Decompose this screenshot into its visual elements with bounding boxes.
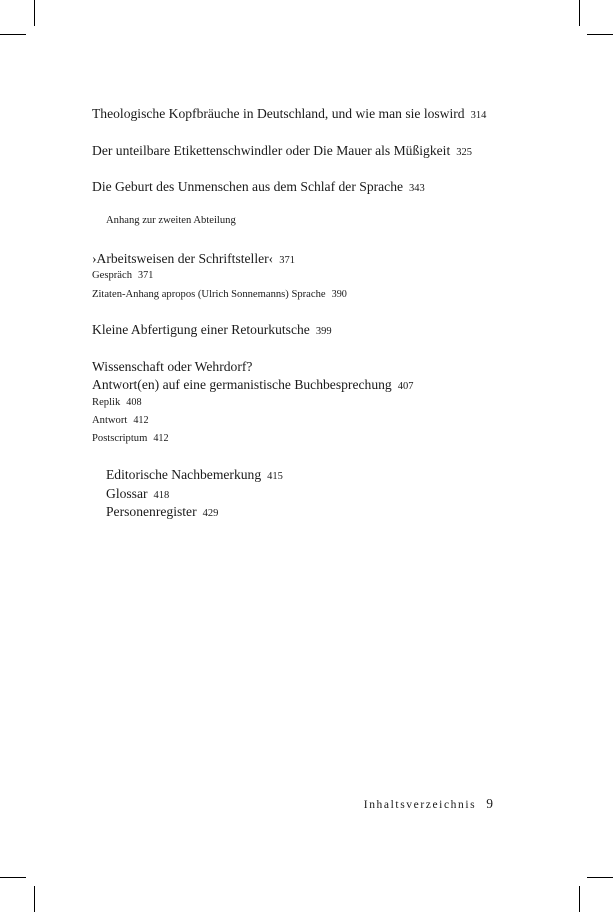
toc-entry-title: Die Geburt des Unmenschen aus dem Schlaf der Sprache: [92, 179, 404, 194]
toc-entry: [92, 377, 413, 393]
toc-entry-title: Glossar: [106, 486, 148, 501]
toc-entry-title: Der unteilbare Etikettenschwindler oder Die Mauer als Müßigkeit: [92, 143, 451, 158]
toc-subentry: [92, 289, 347, 300]
toc-section-heading: [106, 215, 236, 226]
toc-entry-page: 343: [409, 183, 425, 194]
toc-entry-title: Gespräch: [92, 270, 133, 281]
page-number: 9: [486, 796, 493, 811]
toc-entry-page: 429: [202, 508, 219, 519]
crop-mark-top-left-v: [34, 0, 35, 26]
crop-mark-bottom-right-h: [587, 877, 613, 878]
toc-subentry: [92, 270, 153, 281]
toc-entry: [106, 486, 169, 502]
toc-entry-title: Replik: [92, 397, 121, 408]
toc-subentry: [92, 397, 142, 408]
toc-entry: [92, 106, 486, 122]
toc-entry-page: 407: [397, 381, 414, 392]
toc-entry-title: Theologische Kopfbräuche in Deutschland, und wie man sie loswird: [92, 106, 465, 121]
toc-entry-page: 412: [133, 415, 149, 426]
toc-entry-page: 399: [315, 326, 332, 337]
toc-subentry: [92, 415, 149, 426]
toc-entry-page: 415: [267, 471, 283, 482]
toc-subentry: [92, 433, 169, 444]
crop-mark-top-right-h: [587, 34, 613, 35]
toc-entry-title: Editorische Nachbemerkung: [106, 467, 262, 482]
crop-mark-bottom-left-v: [34, 886, 35, 912]
toc-entry-title: ›Arbeitsweisen der Schriftsteller‹: [92, 251, 274, 266]
page-footer: [364, 796, 493, 812]
toc-entry-page: 412: [153, 433, 169, 444]
crop-mark-top-left-h: [0, 34, 26, 35]
toc-entry-page: 325: [456, 147, 472, 158]
toc-entry-page: 314: [470, 110, 487, 121]
toc-entry-title: Zitaten-Anhang apropos (Ulrich Sonnemanns) Sprache: [92, 289, 326, 300]
toc-entry-title: Antwort(en) auf eine germanistische Buchbesprechung: [92, 377, 392, 392]
toc-entry-title: Personenregister: [106, 504, 197, 519]
toc-entry: [92, 251, 295, 267]
toc-entry: [92, 359, 252, 375]
toc-entry-page: 390: [331, 289, 347, 300]
toc-entry: [92, 143, 472, 159]
toc-entry-page: 418: [153, 490, 170, 501]
toc-entry-title: Kleine Abfertigung einer Retourkutsche: [92, 322, 310, 337]
toc-entry: [92, 322, 332, 338]
toc-entry-title: Antwort: [92, 415, 128, 426]
toc-entry: [106, 467, 283, 483]
toc-entry-page: 371: [138, 270, 154, 281]
toc-entry-page: 371: [279, 255, 295, 266]
crop-mark-bottom-right-v: [579, 886, 580, 912]
crop-mark-bottom-left-h: [0, 877, 26, 878]
toc-entry-title: Postscriptum: [92, 433, 148, 444]
crop-mark-top-right-v: [579, 0, 580, 26]
toc-entry-title: Wissenschaft oder Wehrdorf?: [92, 359, 253, 374]
toc-entry-title: Anhang zur zweiten Abteilung: [106, 215, 236, 226]
toc-entry-page: 408: [126, 397, 142, 408]
toc-entry: [106, 504, 218, 520]
toc-entry: [92, 179, 425, 195]
running-head: Inhaltsverzeichnis: [363, 799, 477, 811]
